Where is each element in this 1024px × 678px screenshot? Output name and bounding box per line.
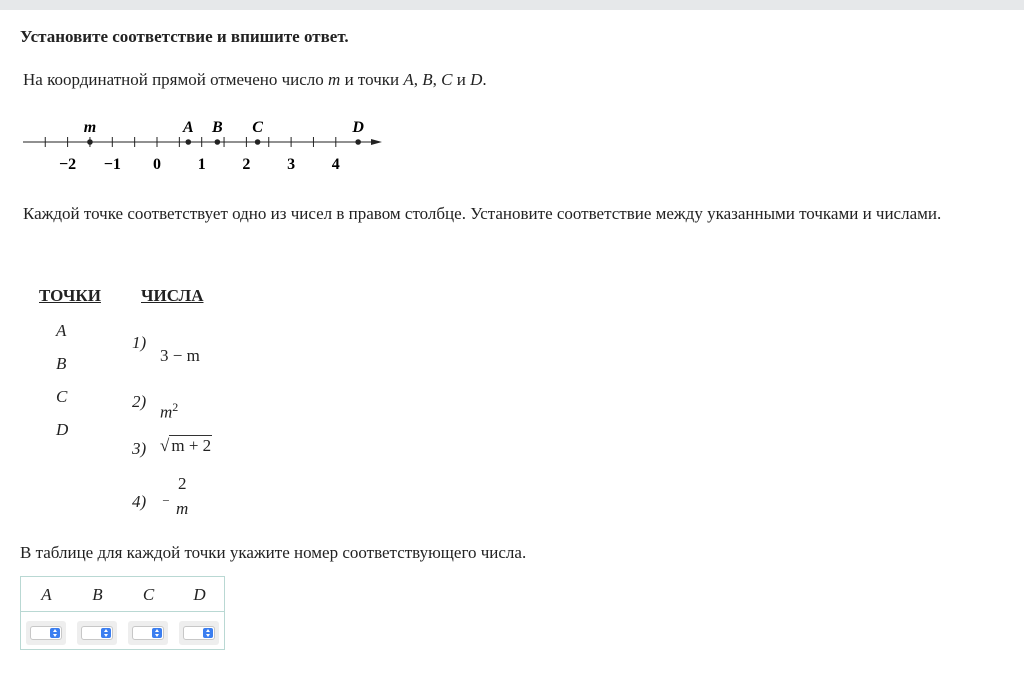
point-marker bbox=[185, 139, 191, 145]
tick-label: 2 bbox=[242, 156, 251, 173]
fraction-minus: − bbox=[162, 493, 170, 508]
point-marker bbox=[255, 139, 261, 145]
problem-statement: На координатной прямой отмечено число m и точки A, B, C и D. bbox=[23, 70, 487, 89]
option-number-4: 4) bbox=[132, 492, 147, 511]
tick-label: 4 bbox=[331, 156, 340, 173]
answer-header-d: D bbox=[193, 585, 206, 604]
tick-label: −1 bbox=[103, 156, 121, 173]
points-header: ТОЧКИ bbox=[39, 286, 101, 305]
option-expression-1: 3 − m bbox=[160, 346, 200, 365]
option-number-2: 2) bbox=[132, 392, 147, 411]
sqrt-symbol: √ bbox=[160, 436, 170, 455]
answer-select-d[interactable] bbox=[179, 621, 219, 645]
point-label: B bbox=[212, 119, 223, 136]
point-marker bbox=[215, 139, 221, 145]
select-arrow-icon bbox=[203, 628, 213, 638]
number-line-arrow bbox=[371, 139, 382, 145]
answer-select-b[interactable] bbox=[77, 621, 117, 645]
fraction-denominator: m bbox=[176, 499, 189, 518]
task-instruction: Установите соответствие и впишите ответ. bbox=[20, 27, 349, 46]
point-label: C bbox=[252, 119, 263, 136]
point-marker bbox=[87, 139, 93, 145]
point-label-b: B bbox=[56, 354, 67, 373]
answer-select-c[interactable] bbox=[128, 621, 168, 645]
point-label-c: C bbox=[56, 387, 68, 406]
tick-label: −2 bbox=[59, 156, 77, 173]
point-label: D bbox=[352, 119, 364, 136]
tick-label: 1 bbox=[197, 156, 206, 173]
answer-header-c: C bbox=[142, 585, 155, 604]
select-arrow-icon bbox=[152, 628, 162, 638]
answer-table bbox=[20, 576, 225, 650]
option-number-1: 1) bbox=[132, 333, 147, 352]
answer-header-b: B bbox=[92, 585, 103, 604]
point-label-d: D bbox=[56, 420, 69, 439]
matching-instructions: Каждой точке соответствует одно из чисел в правом столбце. Установите соответствие между указанными точками и числами. bbox=[23, 204, 942, 223]
answer-select-a[interactable] bbox=[26, 621, 66, 645]
answer-table-prompt: В таблице для каждой точки укажите номер соответствующего числа. bbox=[20, 543, 527, 562]
select-arrow-icon bbox=[101, 628, 111, 638]
option-expression-2: $m^2$ bbox=[160, 400, 179, 422]
point-label: A bbox=[182, 119, 194, 136]
fraction-numerator: 2 bbox=[178, 474, 187, 493]
top-bar bbox=[0, 0, 1024, 10]
point-label-a: A bbox=[56, 321, 67, 340]
tick-label: 3 bbox=[287, 156, 296, 173]
select-arrow-icon bbox=[50, 628, 60, 638]
option-expression-3: √ m + 2 bbox=[160, 436, 212, 455]
tick-label: 0 bbox=[153, 156, 161, 173]
answer-header-a: A bbox=[41, 585, 52, 604]
point-label: m bbox=[83, 119, 97, 136]
numbers-header: ЧИСЛА bbox=[141, 286, 204, 305]
option-number-3: 3) bbox=[132, 439, 147, 458]
number-line bbox=[20, 112, 390, 178]
point-marker bbox=[355, 139, 361, 145]
answer-table-header-row bbox=[21, 577, 224, 612]
